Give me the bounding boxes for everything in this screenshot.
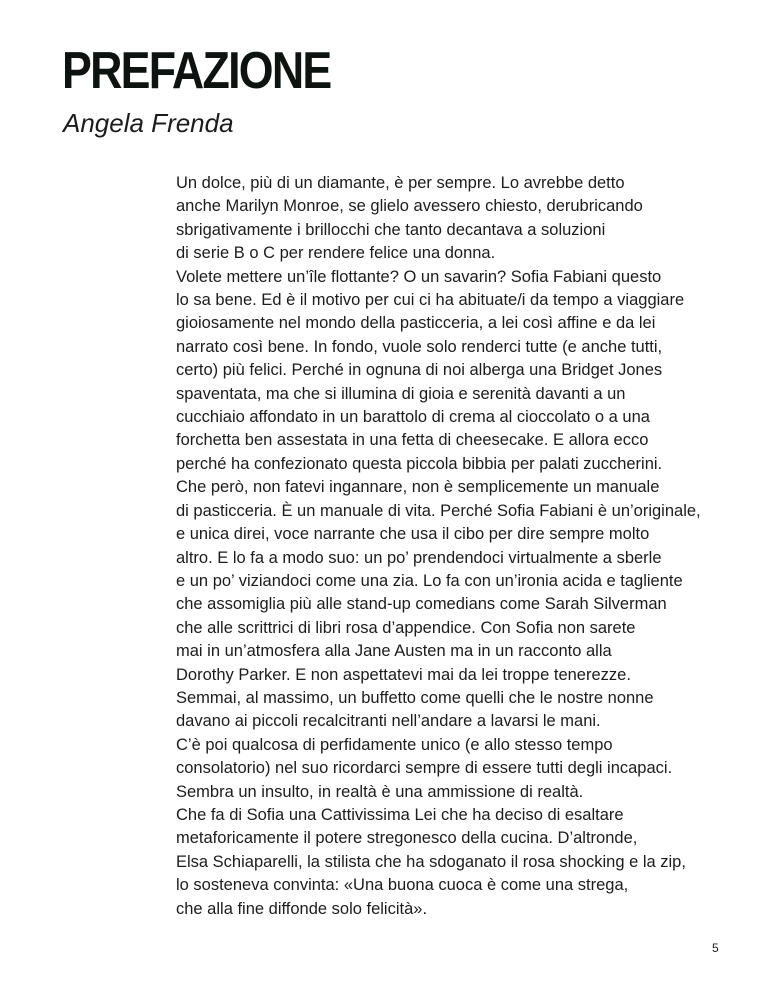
- text-line: consolatorio) nel suo ricordarci sempre di essere tutti degli incapaci.: [176, 759, 673, 778]
- text-line: Dorothy Parker. E non aspettatevi mai da lei troppe tenerezze.: [176, 665, 631, 684]
- text-line: Volete mettere un’île flottante? O un savarin? Sofia Fabiani questo: [176, 267, 662, 286]
- text-line: Semmai, al massimo, un buffetto come quelli che le nostre nonne: [176, 688, 654, 707]
- text-line: certo) più felici. Perché in ognuna di noi alberga una Bridget Jones: [176, 361, 663, 380]
- text-line: cucchiaio affondato in un barattolo di crema al cioccolato o a una: [176, 408, 650, 427]
- text-line: Che fa di Sofia una Cattivissima Lei che ha deciso di esaltare: [176, 805, 624, 824]
- page-number: 5: [712, 941, 719, 955]
- text-line: mai in un’atmosfera alla Jane Austen ma in un racconto alla: [176, 642, 612, 661]
- text-line: altro. E lo fa a modo suo: un po’ prendendoci virtualmente a sberle: [176, 548, 662, 567]
- text-line: di pasticceria. È un manuale di vita. Perché Sofia Fabiani è un’originale,: [176, 501, 701, 520]
- text-line: che alla fine diffonde solo felicità».: [176, 899, 428, 918]
- text-line: forchetta ben assestata in una fetta di cheesecake. E allora ecco: [176, 431, 649, 450]
- text-line: che assomiglia più alle stand-up comedians come Sarah Silverman: [176, 595, 667, 614]
- text-line: spaventata, ma che si illumina di gioia e serenità davanti a un: [176, 384, 626, 403]
- text-line: gioiosamente nel mondo della pasticceria, a lei così affine e da lei: [176, 314, 656, 333]
- text-line: lo sosteneva convinta: «Una buona cuoca è come una strega,: [176, 876, 629, 895]
- text-line: lo sa bene. Ed è il motivo per cui ci ha abituate/i da tempo a viaggiare: [176, 291, 685, 310]
- text-line: C’è poi qualcosa di perfidamente unico (e allo stesso tempo: [176, 735, 613, 754]
- text-line: di serie B o C per rendere felice una donna.: [176, 244, 496, 263]
- text-line: Sembra un insulto, in realtà è una ammissione di realtà.: [176, 782, 584, 801]
- text-line: anche Marilyn Monroe, se glielo avessero chiesto, derubricando: [176, 197, 643, 216]
- text-line: Elsa Schiaparelli, la stilista che ha sdoganato il rosa shocking e la zip,: [176, 852, 686, 871]
- preface-body: [176, 172, 736, 921]
- text-line: e un po’ viziandoci come una zia. Lo fa con un’ironia acida e tagliente: [176, 571, 683, 590]
- text-line: Un dolce, più di un diamante, è per sempre. Lo avrebbe detto: [176, 174, 625, 192]
- text-line: che alle scrittrici di libri rosa d’appendice. Con Sofia non sarete: [176, 618, 636, 637]
- text-line: e unica direi, voce narrante che usa il cibo per dire sempre molto: [176, 525, 650, 544]
- text-line: Che però, non fatevi ingannare, non è semplicemente un manuale: [176, 478, 660, 497]
- text-line: narrato così bene. In fondo, vuole solo renderci tutte (e anche tutti,: [176, 337, 663, 356]
- text-line: metaforicamente il potere stregonesco della cucina. D’altronde,: [176, 829, 638, 848]
- text-line: davano ai piccoli recalcitranti nell’andare a lavarsi le mani.: [176, 712, 601, 731]
- text-line: perché ha confezionato questa piccola bibbia per palati zuccherini.: [176, 454, 663, 473]
- author-name: Angela Frenda: [63, 108, 234, 138]
- page-title: PREFAZIONE: [62, 42, 331, 100]
- text-line: sbrigativamente i brillocchi che tanto decantava a soluzioni: [176, 220, 606, 239]
